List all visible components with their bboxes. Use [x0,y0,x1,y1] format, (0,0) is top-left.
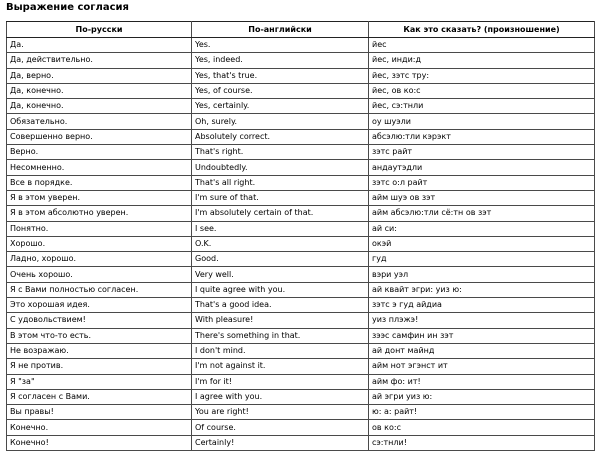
table-row [7,99,595,114]
cell-pronunciation: ай донт майнд [369,343,595,358]
cell-russian: Верно. [7,145,192,160]
cell-pronunciation: андаутэдли [369,160,595,175]
cell-russian: В этом что-то есть. [7,328,192,343]
cell-pronunciation: йес, сэ:тнли [369,99,595,114]
table-row [7,267,595,282]
cell-english: Undoubtedly. [192,160,369,175]
cell-russian: Конечно. [7,420,192,435]
table-row [7,114,595,129]
cell-english: Good. [192,252,369,267]
table-row [7,145,595,160]
table-row [7,129,595,144]
cell-pronunciation: ай си: [369,221,595,236]
table-row [7,389,595,404]
cell-pronunciation: айм абсэлю:тли сё:тн ов зэт [369,206,595,221]
table-row [7,298,595,313]
cell-english: Of course. [192,420,369,435]
table-row [7,68,595,83]
table-body [7,38,595,451]
cell-russian: Не возражаю. [7,343,192,358]
cell-pronunciation: уиз плэжэ! [369,313,595,328]
cell-pronunciation: зээс самфин ин зэт [369,328,595,343]
cell-english: There's something in that. [192,328,369,343]
cell-pronunciation: ю: а: райт! [369,405,595,420]
cell-english: That's right. [192,145,369,160]
cell-pronunciation: зэтс э гуд айдиа [369,298,595,313]
cell-russian: Я "за" [7,374,192,389]
cell-russian: Ладно, хорошо. [7,252,192,267]
table-row [7,175,595,190]
cell-english: Yes. [192,38,369,53]
cell-english: Yes, that's true. [192,68,369,83]
cell-russian: Я в этом абсолютно уверен. [7,206,192,221]
cell-english: Yes, of course. [192,83,369,98]
table-header-row [7,22,595,38]
column-header-english: По-английски [192,22,369,38]
cell-pronunciation: айм шуэ ов зэт [369,190,595,205]
table-row [7,328,595,343]
table-row [7,343,595,358]
table-row [7,38,595,53]
cell-english: That's all right. [192,175,369,190]
cell-russian: Это хорошая идея. [7,298,192,313]
cell-english: Yes, indeed. [192,53,369,68]
table-row [7,160,595,175]
cell-russian: Совершенно верно. [7,129,192,144]
cell-pronunciation: йес, ов ко:с [369,83,595,98]
table-row [7,206,595,221]
cell-english: Absolutely correct. [192,129,369,144]
cell-russian: Да, верно. [7,68,192,83]
cell-russian: Я в этом уверен. [7,190,192,205]
cell-english: I'm for it! [192,374,369,389]
cell-russian: Обязательно. [7,114,192,129]
page-title: Выражение согласия [6,2,129,13]
cell-russian: С удовольствием! [7,313,192,328]
cell-english: I agree with you. [192,389,369,404]
column-header-russian: По-русски [7,22,192,38]
cell-english: O.K. [192,236,369,251]
cell-pronunciation: абсэлю:тли кэрэкт [369,129,595,144]
cell-russian: Вы правы! [7,405,192,420]
cell-russian: Я согласен с Вами. [7,389,192,404]
cell-pronunciation: ов ко:с [369,420,595,435]
table-row [7,435,595,450]
cell-russian: Понятно. [7,221,192,236]
cell-english: With pleasure! [192,313,369,328]
cell-russian: Да, действительно. [7,53,192,68]
cell-pronunciation: сэ:тнли! [369,435,595,450]
cell-pronunciation: зэтс о:л райт [369,175,595,190]
cell-english: You are right! [192,405,369,420]
table-row [7,190,595,205]
cell-russian: Я не против. [7,359,192,374]
phrase-table [6,21,595,451]
cell-pronunciation: окэй [369,236,595,251]
cell-russian: Да, конечно. [7,83,192,98]
cell-russian: Хорошо. [7,236,192,251]
cell-english: Very well. [192,267,369,282]
cell-pronunciation: айм нот эгэнст ит [369,359,595,374]
cell-english: Certainly! [192,435,369,450]
table-row [7,313,595,328]
cell-russian: Очень хорошо. [7,267,192,282]
table-row [7,359,595,374]
cell-pronunciation: айм фо: ит! [369,374,595,389]
cell-russian: Конечно! [7,435,192,450]
cell-english: That's a good idea. [192,298,369,313]
cell-pronunciation: вэри уэл [369,267,595,282]
cell-english: I don't mind. [192,343,369,358]
cell-pronunciation: зэтс райт [369,145,595,160]
table-row [7,83,595,98]
cell-pronunciation: ай эгри уиз ю: [369,389,595,404]
cell-russian: Да, конечно. [7,99,192,114]
cell-pronunciation: ай квайт эгри: уиз ю: [369,282,595,297]
table-row [7,405,595,420]
table-row [7,221,595,236]
cell-english: I see. [192,221,369,236]
cell-russian: Несомненно. [7,160,192,175]
table-row [7,420,595,435]
cell-pronunciation: оу шуэли [369,114,595,129]
cell-pronunciation: йес [369,38,595,53]
cell-pronunciation: йес, зэтс тру: [369,68,595,83]
cell-english: I'm absolutely certain of that. [192,206,369,221]
cell-russian: Все в порядке. [7,175,192,190]
table-row [7,53,595,68]
table-row [7,374,595,389]
cell-pronunciation: йес, инди:д [369,53,595,68]
table-row [7,252,595,267]
table-row [7,236,595,251]
cell-russian: Я с Вами полностью согласен. [7,282,192,297]
cell-russian: Да. [7,38,192,53]
cell-english: Yes, certainly. [192,99,369,114]
cell-pronunciation: гуд [369,252,595,267]
cell-english: I'm not against it. [192,359,369,374]
cell-english: I quite agree with you. [192,282,369,297]
cell-english: I'm sure of that. [192,190,369,205]
cell-english: Oh, surely. [192,114,369,129]
column-header-pronunciation: Как это сказать? (произношение) [369,22,595,38]
table-row [7,282,595,297]
